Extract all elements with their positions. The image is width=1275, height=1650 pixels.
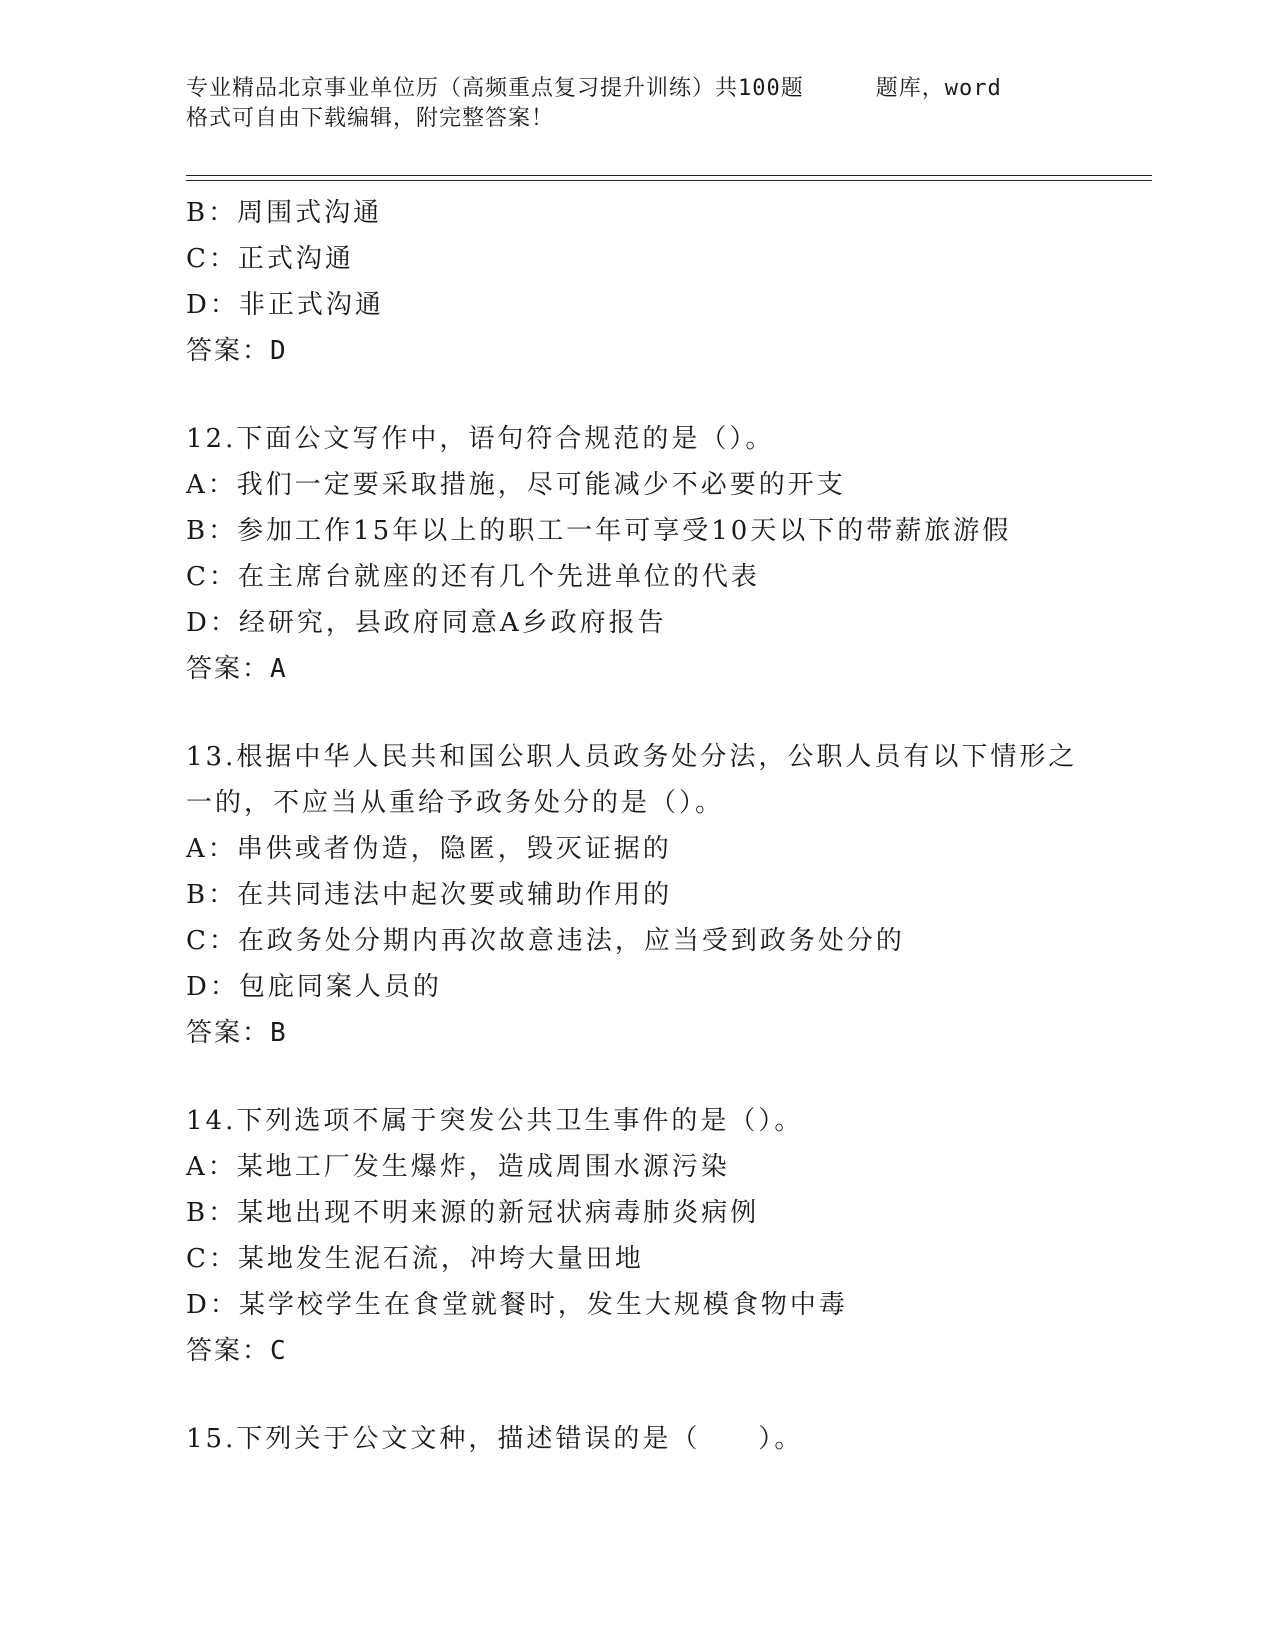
question-12 bbox=[186, 416, 1086, 692]
option-b: B：某地出现不明来源的新冠状病毒肺炎病例 bbox=[186, 1198, 760, 1228]
answer-value: B bbox=[270, 1018, 286, 1048]
option-c: C：正式沟通 bbox=[186, 244, 354, 274]
spacer bbox=[186, 1056, 1086, 1098]
spacer bbox=[186, 692, 1086, 734]
option-b: B：参加工作15年以上的职工一年可享受10天以下的带薪旅游假 bbox=[186, 516, 1012, 546]
question-stem: 15.下列关于公文文种，描述错误的是（ ）。 bbox=[186, 1424, 804, 1454]
question-15 bbox=[186, 1416, 1086, 1462]
answer-label: 答案： bbox=[186, 1336, 271, 1366]
option-a: A：某地工厂发生爆炸，造成周围水源污染 bbox=[186, 1152, 730, 1182]
question-stem: 14.下列选项不属于突发公共卫生事件的是（）。 bbox=[186, 1106, 804, 1136]
question-stem: 13.根据中华人民共和国公职人员政务处分法，公职人员有以下情形之 bbox=[186, 742, 1078, 772]
question-13 bbox=[186, 734, 1086, 1056]
option-b: B：周围式沟通 bbox=[186, 198, 383, 228]
option-d: D：包庇同案人员的 bbox=[186, 972, 442, 1002]
option-c: C：在政务处分期内再次故意违法，应当受到政务处分的 bbox=[186, 926, 905, 956]
answer-value: C bbox=[270, 1336, 286, 1366]
answer-line bbox=[186, 1328, 1086, 1374]
option-d: D：经研究，县政府同意A乡政府报告 bbox=[186, 608, 667, 638]
option-d: D：非正式沟通 bbox=[186, 290, 384, 320]
option-a: A：我们一定要采取措施，尽可能减少不必要的开支 bbox=[186, 470, 846, 500]
option-a: A：串供或者伪造，隐匿，毁灭证据的 bbox=[186, 834, 672, 864]
option-d: D：某学校学生在食堂就餐时，发生大规模食物中毒 bbox=[186, 1290, 848, 1320]
spacer bbox=[186, 374, 1086, 416]
question-stem: 12.下面公文写作中，语句符合规范的是（）。 bbox=[186, 424, 775, 454]
option-c: C：某地发生泥石流，冲垮大量田地 bbox=[186, 1244, 644, 1274]
option-c: C：在主席台就座的还有几个先进单位的代表 bbox=[186, 562, 760, 592]
answer-label: 答案： bbox=[186, 336, 271, 366]
header-line-1 bbox=[186, 74, 1066, 104]
option-b: B：在共同违法中起次要或辅助作用的 bbox=[186, 880, 673, 910]
answer-line bbox=[186, 646, 1086, 692]
question-list bbox=[186, 190, 1086, 1462]
header-divider-top bbox=[186, 175, 1152, 176]
header-divider-bottom bbox=[186, 180, 1152, 181]
answer-value: D bbox=[270, 336, 286, 366]
answer-value: A bbox=[270, 654, 286, 684]
header-line-2: 格式可自由下载编辑，附完整答案！ bbox=[186, 106, 555, 131]
header-title-tail: 题库，word bbox=[875, 76, 1002, 101]
answer-label: 答案： bbox=[186, 1018, 271, 1048]
answer-line bbox=[186, 1010, 1086, 1056]
spacer bbox=[186, 1374, 1086, 1416]
question-stem-continued: 一的，不应当从重给予政务处分的是（）。 bbox=[186, 788, 725, 818]
answer-label: 答案： bbox=[186, 654, 271, 684]
question-14 bbox=[186, 1098, 1086, 1374]
document-header bbox=[186, 74, 1066, 134]
question-11-tail bbox=[186, 190, 1086, 374]
header-title: 专业精品北京事业单位历（高频重点复习提升训练）共100题 bbox=[186, 76, 804, 101]
answer-line bbox=[186, 328, 1086, 374]
